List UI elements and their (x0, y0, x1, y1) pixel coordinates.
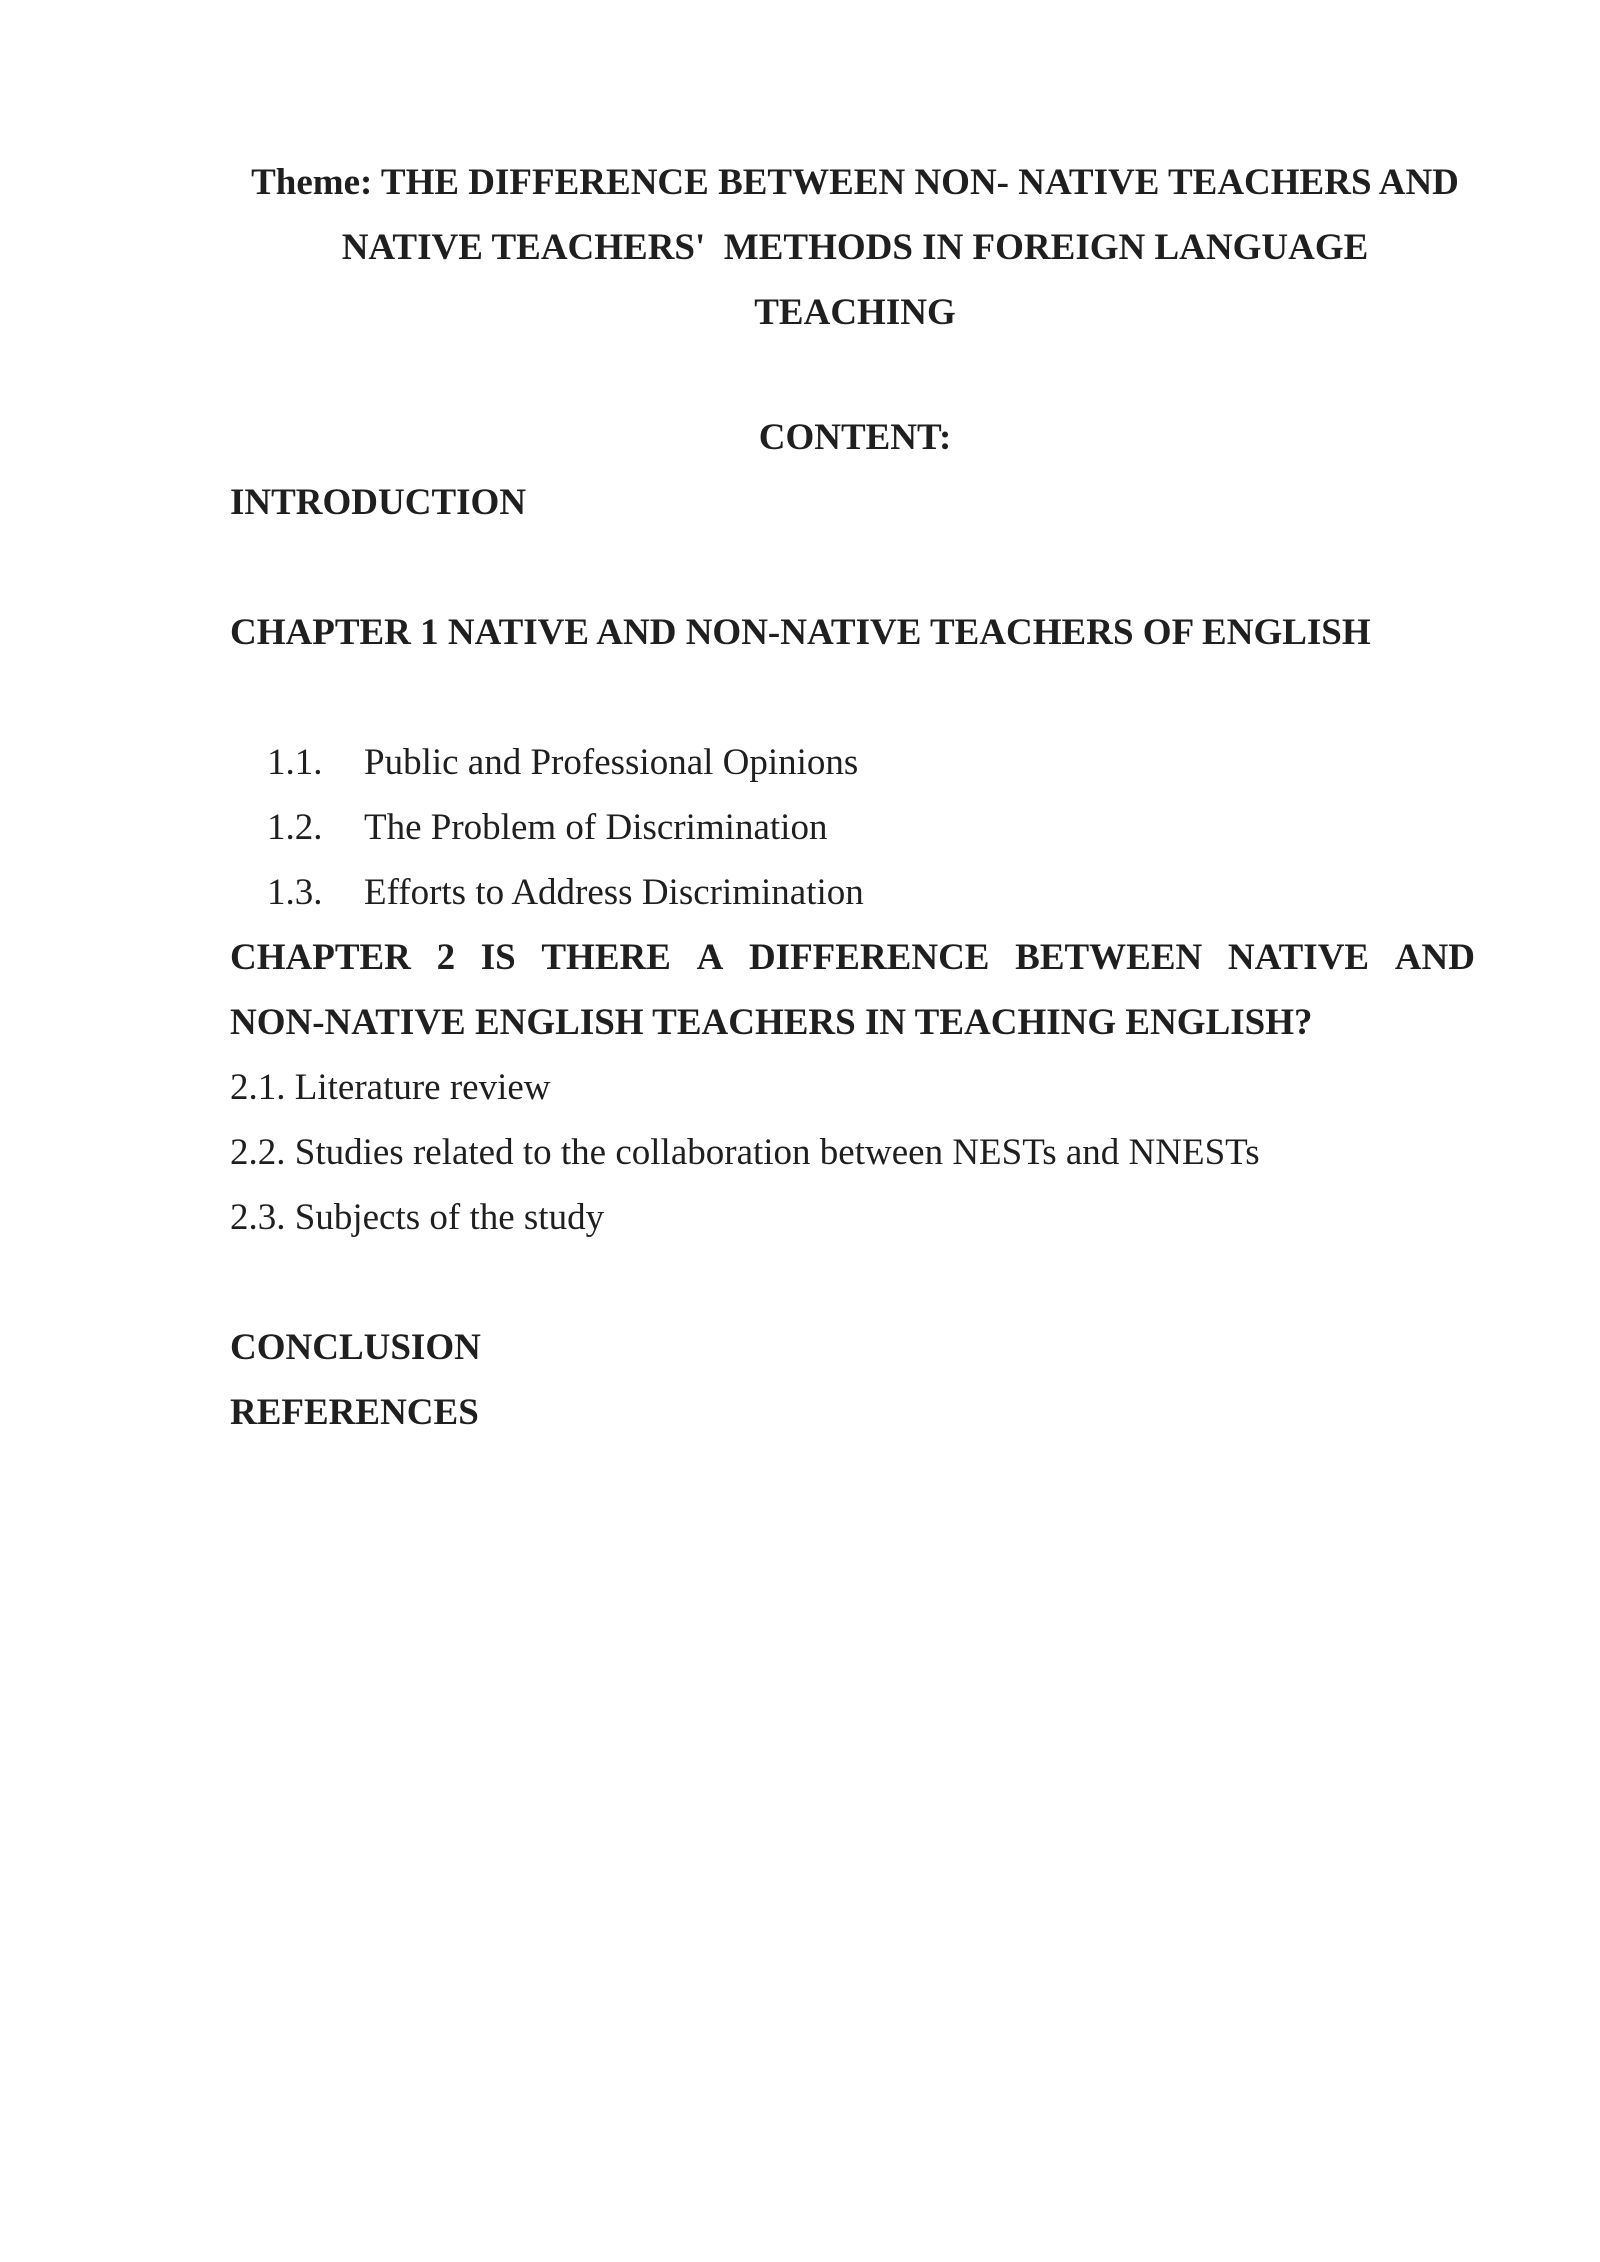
chapter-2-title-word: AND (1394, 937, 1475, 978)
theme-title-line: TEACHING (754, 292, 956, 333)
toc-item-text: Public and Professional Opinions (364, 742, 859, 783)
toc-references: REFERENCES (230, 1392, 479, 1433)
chapter-2-title-word: 2 (436, 937, 456, 978)
chapter-1-title: CHAPTER 1 NATIVE AND NON-NATIVE TEACHERS OF ENGLISH (230, 612, 1371, 653)
toc-item-2-2: 2.2. Studies related to the collaboration between NESTs and NNESTs (230, 1132, 1260, 1173)
toc-item-number: 1.2. (267, 807, 323, 848)
chapter-2-title-word: DIFFERENCE (748, 937, 990, 978)
toc-item-text: The Problem of Discrimination (364, 807, 828, 848)
chapter-2-title-word: BETWEEN (1015, 937, 1203, 978)
theme-title-line: Theme: THE DIFFERENCE BETWEEN NON- NATIVE TEACHERS AND (251, 162, 1459, 203)
toc-item-2-3: 2.3. Subjects of the study (230, 1197, 605, 1238)
chapter-2-title-word: CHAPTER (230, 937, 411, 978)
toc-item-number: 1.3. (267, 872, 323, 913)
chapter-2-title-word: THERE (541, 937, 671, 978)
chapter-2-title-line-1 (230, 925, 1475, 990)
chapter-2-title-word: NATIVE (1227, 937, 1370, 978)
content-heading: CONTENT: (758, 417, 952, 458)
chapter-2-title-word: A (696, 937, 724, 978)
toc-item-number: 1.1. (267, 742, 323, 783)
toc-introduction: INTRODUCTION (230, 482, 527, 523)
theme-title (230, 150, 1480, 345)
chapter-2-title-word: IS (480, 937, 516, 978)
toc-conclusion: CONCLUSION (230, 1327, 481, 1368)
chapter-2-title-line-2: NON-NATIVE ENGLISH TEACHERS IN TEACHING ENGLISH? (230, 1002, 1313, 1043)
toc-item-text: Efforts to Address Discrimination (364, 872, 864, 913)
theme-title-line: NATIVE TEACHERS' METHODS IN FOREIGN LANGUAGE (341, 227, 1369, 268)
toc-item-2-1: 2.1. Literature review (230, 1067, 551, 1108)
